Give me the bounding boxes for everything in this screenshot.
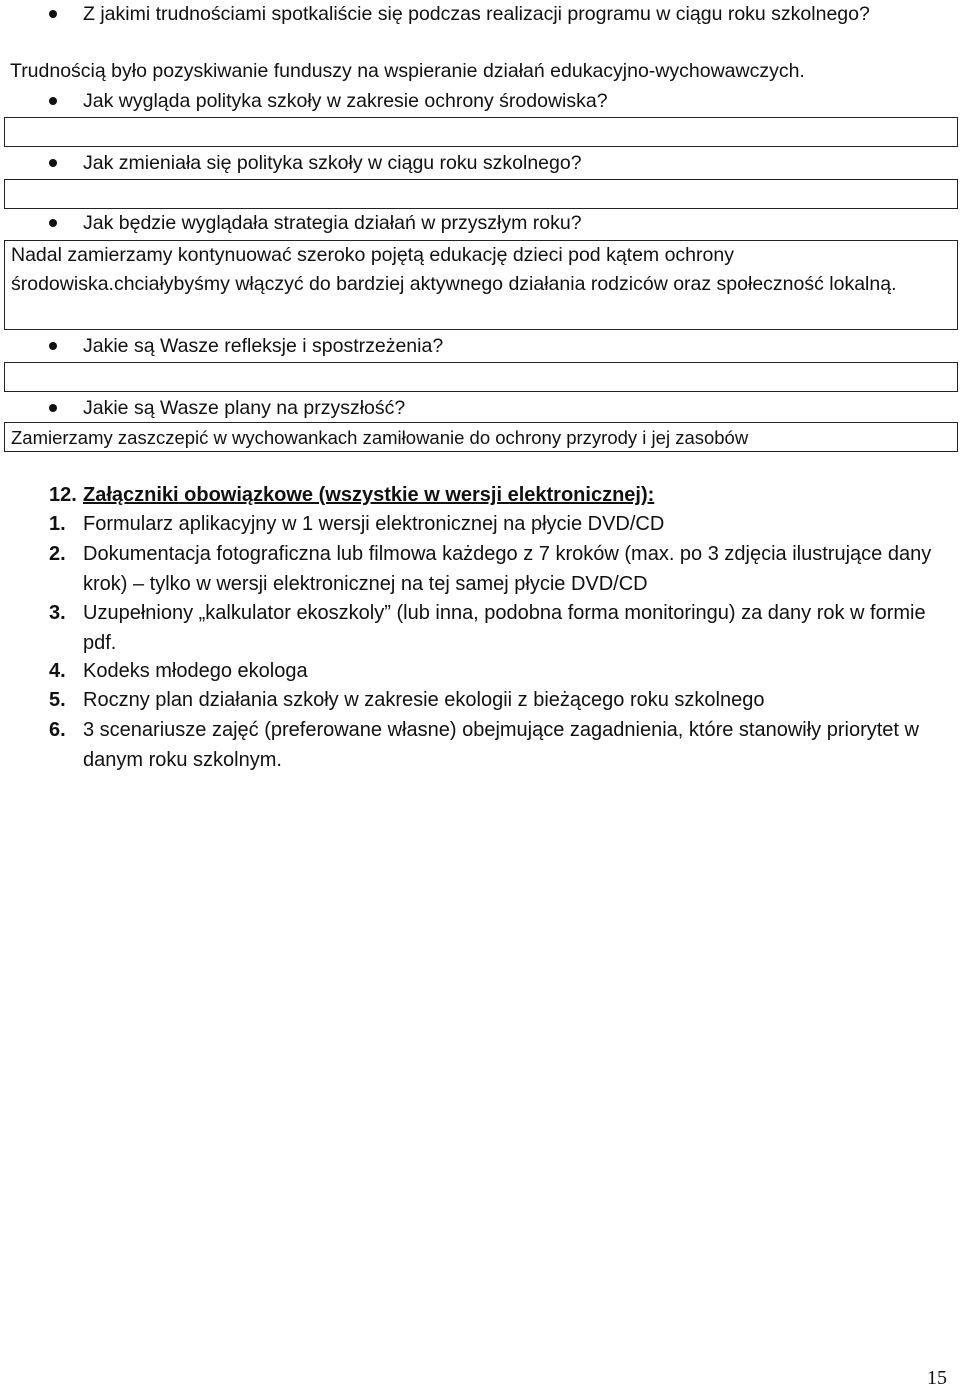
answer-box[interactable] bbox=[4, 179, 958, 209]
attachment-text: Uzupełniony „kalkulator ekoszkoly” (lub inna, podobna forma monitoringu) za dany rok w formie pdf. bbox=[83, 602, 926, 654]
bullet-icon bbox=[49, 404, 57, 412]
answer-text: Trudnością było pozyskiwanie funduszy na wspieranie działań edukacyjno-wychowawczych. bbox=[4, 57, 958, 86]
attachment-text: 3 scenariusze zajęć (preferowane własne) obejmujące zagadnienia, które stanowiły priorytet w danym roku szkolnym. bbox=[83, 719, 919, 771]
attachment-text: Dokumentacja fotograficzna lub filmowa każdego z 7 kroków (max. po 3 zdjęcia ilustrujące dany krok) – tylko w wersji elektronicznej na tej samej płycie DVD/CD bbox=[83, 543, 932, 595]
bullet-icon bbox=[49, 97, 57, 105]
question-text: Jak będzie wyglądała strategia działań w przyszłym roku? bbox=[83, 212, 582, 234]
attachment-number: 6. bbox=[49, 719, 66, 741]
bullet-icon bbox=[49, 342, 57, 350]
page-number: 15 bbox=[927, 1367, 947, 1389]
answer-box[interactable] bbox=[4, 362, 958, 392]
section-number: 12. bbox=[49, 484, 77, 506]
answer-box[interactable]: Nadal zamierzamy kontynuować szeroko pojętą edukację dzieci pod kątem ochrony środowiska.chciałybyśmy włączyć do bardziej aktywnego działania rodziców oraz społeczność lokalną. bbox=[4, 240, 958, 330]
attachment-text: Roczny plan działania szkoły w zakresie ekologii z bieżącego roku szkolnego bbox=[83, 689, 765, 711]
section-title: Załączniki obowiązkowe (wszystkie w wersji elektronicznej): bbox=[83, 484, 655, 506]
attachment-text: Formularz aplikacyjny w 1 wersji elektronicznej na płycie DVD/CD bbox=[83, 513, 665, 535]
question-text: Jak wygląda polityka szkoły w zakresie ochrony środowiska? bbox=[83, 90, 608, 112]
bullet-icon bbox=[49, 10, 57, 18]
bullet-icon bbox=[49, 159, 57, 167]
question-text: Jak zmieniała się polityka szkoły w ciągu roku szkolnego? bbox=[83, 152, 582, 174]
answer-box[interactable]: Zamierzamy zaszczepić w wychowankach zamiłowanie do ochrony przyrody i jej zasobów bbox=[4, 422, 958, 452]
question-text: Jakie są Wasze plany na przyszłość? bbox=[83, 397, 406, 419]
attachment-number: 3. bbox=[49, 602, 66, 624]
question-text: Z jakimi trudnościami spotkaliście się podczas realizacji programu w ciągu roku szkolnego? bbox=[83, 3, 870, 25]
attachment-number: 1. bbox=[49, 513, 66, 535]
attachment-number: 2. bbox=[49, 543, 66, 565]
question-text: Jakie są Wasze refleksje i spostrzeżenia? bbox=[83, 335, 444, 357]
answer-box[interactable] bbox=[4, 117, 958, 147]
attachment-text: Kodeks młodego ekologa bbox=[83, 660, 308, 682]
attachment-number: 4. bbox=[49, 660, 66, 682]
bullet-icon bbox=[49, 219, 57, 227]
attachment-number: 5. bbox=[49, 689, 66, 711]
